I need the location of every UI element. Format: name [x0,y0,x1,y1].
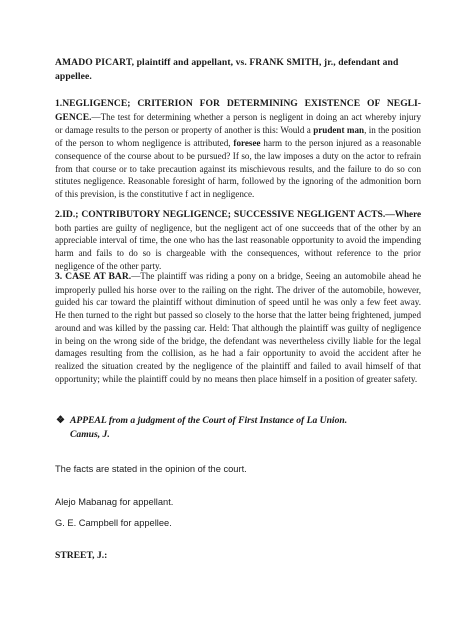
syllabus-paragraph-2 [55,208,421,273]
case-title [55,56,425,84]
appeal-judge: Camus, J. [70,429,110,440]
syllabus-1-foresee: foresee [233,138,261,149]
case-title-line-2: appellee. [55,71,92,82]
syllabus-2-where: Where [394,209,421,219]
appeal-line [56,414,422,442]
counsel-appellee: G. E. Campbell for appellee. [55,518,172,528]
syllabus-1-heading: 1.NEGLIGENCE; CRITERION FOR DETERMINING EXISTENCE OF NEGLI-GENCE. [55,98,421,123]
syllabus-paragraph-3 [55,270,421,385]
opinion-author: STREET, J.: [55,550,108,561]
syllabus-2-text: both parties are guilty of negligence, but the negligent act of one succeeds that of the other by an appreciable interval of time, the one who has the last reasonable opportunity to avoid the impending harm and fails to do so is chargeable with the consequences, without reference to the prior negligence of the other party. [55,222,421,271]
syllabus-3-text: —The plaintiff was riding a pony on a bridge, Seeing an automobile ahead he improperly pulled his horse over to the railing on the right. The driver of the automobile, however, guided his car toward the plaintiff without diminution of speed until he was only a few feet away. He then turned to the right but passed so closely to the horse that the latter being frightened, jumped around and was killed by the passing car. Held: That although the plaintiff was guilty of negligence in being on the wrong side of the bridge, the defendant was nevertheless civilly liable for the legal damages resulting from the collision, as he had a fair opportunity to avoid the accident after he realized the situation created by the negligence of the plaintiff and failed to avail himself of that opportunity; while the plaintiff could by no means then place himself in a position of greater safety. [55,271,421,384]
syllabus-1-text-c: harm to the person injured as a reasonable consequence of the course about to be pursued? If so, the law imposes a duty on the actor to refrain from that course or to take precaution against its mischievous results, and the failure to do so con stitutes negligence. Reasonable foresight of harm, followed by the ignoring of the admonition born of this prevision, is the constitutive f act in negligence. [55,138,421,199]
syllabus-1-text-b: , in the position of the person to whom negligence is attributed, [55,125,421,149]
syllabus-3-heading: 3. CASE AT BAR. [55,271,132,282]
syllabus-paragraph-1 [55,97,421,201]
diamond-bullet-icon: ❖ [56,415,65,426]
syllabus-1-text-a: —The test for determining whether a person is negligent in doing an act whereby injury or damage results to the person or property of another is this: Would a [55,111,421,136]
syllabus-1-prudent-man: prudent man [313,125,365,136]
syllabus-2-heading: 2.ID.; CONTRIBUTORY NEGLIGENCE; SUCCESSIVE NEGLIGENT ACTS.— [55,209,395,220]
counsel-appellant: Alejo Mabanag for appellant. [55,497,174,507]
facts-statement: The facts are stated in the opinion of the court. [55,464,247,474]
case-title-line-1: AMADO PICART, plaintiff and appellant, vs. FRANK SMITH, jr., defendant and [55,57,399,68]
appeal-text-line-1: APPEAL from a judgment of the Court of First Instance of La Union. [70,415,348,426]
